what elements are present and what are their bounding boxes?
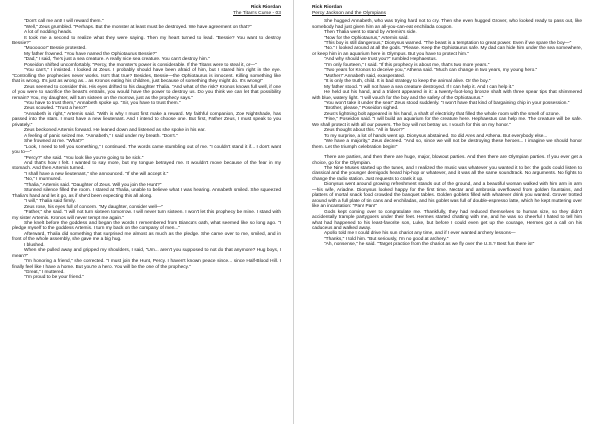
paragraph: I blushed. (24, 242, 45, 248)
paragraph: "Look, I need to tell you something," I continued. The words came stumbling out of me. "I couldn't stand it if... I don't want you to—" (12, 144, 281, 156)
paragraph: "No," I murmured. (24, 177, 62, 183)
paragraph: "Don't call me ant! I will reward them." (24, 19, 104, 25)
paragraph: "Moooooo!" Bessie protested. (24, 46, 87, 52)
paragraph: "Thalia," Artemis said. "Daughter of Zeus. Will you join the Hunt?" (24, 182, 162, 188)
paragraph: To my surprise, a lot of hands went up. Dionysus abstained. So did Ares and Athena. But everybody else... (324, 133, 548, 139)
paragraph: "No." I looked around at all the gods. "Please. Keep the Ophiotaurus safe. My dad can hide him under the sea somewhere, or keep him in an aquarium here in Olympus. But you have to protect him." (312, 46, 582, 57)
paragraph: She frowned at me. "What?" (24, 139, 84, 145)
paragraph: It took me a second to realize what they were saying. Then my heart turned to lead. "Bessie? You want to destroy Bessie?" (12, 35, 281, 46)
left-header-book-title: The Titan's Curse - 03 (233, 10, 281, 16)
paragraph: "I'm honoring a friend," she corrected. "I must join the Hunt, Percy. I haven't known peace since... since Half-Blood Hill. I finally feel like I have a home. But you're a hero. You will be the one of the prophecy." (12, 259, 281, 270)
paragraph: Poseidon shifted uncomfortably. "Percy, the monster's power is considerable. If the Titans were to steal it, or—" (24, 62, 257, 68)
paragraph: "Great," I muttered. (24, 270, 65, 276)
paragraph: "Brother, please," Poseidon sighed. (324, 106, 399, 112)
paragraph: "You can't," I insisted. I looked at Zeus. I probably should have been afraid of him, but I stared him right in the eye. "Controlling the prophecies never works. Isn't that true? Besides, Bessie—the Ophiotaurus is innocent. Killing something like that is wrong. It's just as wrong as... as Kronos eating his children, just because of something they might do. It's wrong!" (12, 68, 281, 85)
paragraph: "I shall have a new lieutenant," she announced. "If she will accept it." (24, 171, 169, 177)
paragraph: Apollo told me I could drive his sun chariot any time, and if I ever wanted archery lessons— (324, 231, 516, 237)
paragraph: She knelt before the goddess and began the words I remembered from Bianca's oath, what seemed like so long ago. "I pledge myself to the goddess Artemis. I turn my back on the company of men..." (12, 220, 281, 232)
paragraph: Afterward, Thalia did something that surprised me almost as much as the pledge. She came over to me, smiled, and in front of the whole assembly, she gave me a big hug. (12, 231, 281, 243)
right-page (300, 0, 594, 424)
paragraph: Zeus beckoned Artemis forward. He leaned down and listened as she spoke in his ear. (24, 128, 206, 134)
paragraph: Zeus's lightning bolt appeared in his hand, a shaft of electricity that filled the whole room with the smell of ozone. (324, 111, 560, 117)
paragraph: "Annabeth is right," Artemis said. "With is why I must first make a reward. My faithful companion, Zoe Nightshade, has passed into the stars. I must have a new lieutenant. And I intend to choose one. But first, Father Zeus, I must speak to you privately." (12, 111, 281, 128)
paragraph: He held out his hand, and a trident appeared in it: a twenty-foot-long bronze shaft with three spear tips that shimmered with blue, watery light. "I will vouch for the boy and the safety of the Ophiotaurus." (312, 90, 582, 101)
paragraph: "You won't take it under the sea!" Zeus stood suddenly. "I won't have that kind of bargaining chip in your possession." (324, 100, 570, 106)
right-page-header (312, 5, 582, 16)
left-header-author: Rick Riordan (250, 5, 281, 10)
paragraph: "Now for the Ophiotaurus," Artemis said. (324, 35, 409, 41)
paragraph: "You have to trust them," Annabeth spoke up. "Sir, you have to trust them." (24, 100, 181, 106)
paragraph: "Mother!" Annabeth said, exasperated. (324, 73, 406, 79)
paragraph: "And why should we trust you?" rumbled Hephaestus. (324, 57, 437, 63)
paragraph: "I will," Thalia said firmly. (24, 199, 76, 205)
left-page (0, 0, 294, 424)
paragraph: Zeus thought about this. "All in favor?" (324, 128, 405, 134)
paragraph: Zeus seemed to consider this. His eyes drifted to his daughter Thalia. "And what of the risk? Kronos knows full well, if one of you were to sacrifice the beast's entrails, you would have the power to destroy us. Do you think we can let that possibility remain? You, my daughter, will turn sixteen on the morrow, just as the prophecy says." (12, 84, 281, 101)
right-header-book-title: Percy Jackson and the Olympians (312, 10, 386, 16)
paragraph: And that's how I felt. I wanted to say more, but my tongue betrayed me. It wouldn't move because of the fear in my stomach. And then Artemis turned. (12, 160, 281, 172)
paragraph: A feeling of panic seized me. "Annabeth," I said under my breath. "Don't." (24, 133, 178, 139)
paragraph: My father frowned. "You have named the Ophiotaurus Bessie?" (24, 51, 157, 57)
paragraph: A lot of nodding heads. (24, 30, 73, 36)
paragraph: "Ah, nonsense," he said. "Target practice from the chariot as we fly over the U.S.? Best fun there is!" (324, 242, 535, 248)
paragraph: Dionysus went around growing refreshment stands out of the ground, and a beautiful woman walked with him arm in arm—his wife, Ariadne. Dionysus looked happy for the first time. Nectar and ambrosia overflowed from golden fountains, and platters of mortal snack food crowded the banquet tables. Golden goblets filled with whatever drink you wanted. Grover trotted around with a full plate of tin cans and enchiladas, and his goblet was full of double-espresso latte, which he kept muttering over like an incantation: "Pan! Pan!" (312, 182, 582, 210)
paragraph: "I'm only fourteen," I said. "If this prophecy is about me, that's two more years." (324, 62, 490, 68)
left-page-body (12, 19, 281, 281)
paragraph: There are parties, and then there are huge, major, blowout parties. And then there are Olympian parties. If you ever get a choice, go for the Olympian. (312, 155, 582, 166)
paragraph: "Father," she said. "I will not turn sixteen tomorrow. I will never turn sixteen. I won't let this prophecy be mine. I stand with my sister Artemis. Kronos will never tempt me again." (12, 210, 281, 221)
paragraph: "Fine," Poseidon said. "I will build an aquarium for the creature here. Hephaestus can help me. The creature will be safe. We shall protect it with all our powers. The boy will not betray us. I vouch for this on my honor." (312, 117, 582, 128)
paragraph: "Well," Zeus grumbled. "Perhaps. But the monster at least must be destroyed. We have agreement on that?" (24, 24, 252, 30)
paragraph: Stunned silence filled the room. I stared at Thalia, unable to believe what I was hearing. Annabeth smiled. She squeezed Thalia's hand and let it go, as if she'd been expecting this all along. (12, 188, 281, 199)
right-page-body (312, 19, 582, 248)
paragraph: "This boy is still dangerous," Dionysus warned. "The beast is a temptation to great power. Even if we spare the boy—" (324, 41, 572, 46)
paragraph: Zeus rose, his eyes full of concern. "My daughter, consider well—" (24, 204, 164, 210)
paragraph: "Thanks," I told him. "But seriously, I'm no good at archery." (324, 236, 449, 242)
paragraph: Then Thalia went to stand by Artemis's side. (324, 30, 417, 36)
paragraph: She hugged Annabeth, who was trying hard not to cry. Then she even hugged Grover, who looked ready to pass out, like somebody had just given him an all-you-can-eat enchilada coupon. (312, 19, 582, 30)
paragraph: My father stood. "I will not have a sea creature destroyed. If I can help it. And I can help it." (324, 84, 515, 90)
right-header-author: Rick Riordan (312, 5, 343, 10)
paragraph: When she pulled away and gripped my shoulders, I said, "Um... aren't you supposed to not do that anymore? Hug boys, I mean?" (12, 248, 281, 259)
paragraph: "Dad," I said, "he's just a sea creature. A really nice sea creature. You can't destroy him." (24, 57, 210, 63)
paragraph: The Nine Muses started up the tunes, and I realized the music was whatever you wanted it to be: the gods could listen to classical and the younger demigods heard hip-hop or whatever, and it was all the same soundtrack. No arguments. No fights to change the radio station. Just requests to crank it up. (312, 165, 582, 182)
paragraph: "Two years for Kronos to deceive you," Athena said. "Much can change in two years, my young hero." (324, 68, 538, 74)
paragraph: "I'm proud to be your friend." (24, 275, 84, 281)
left-page-header (12, 5, 281, 16)
paragraph: Gods kept coming over to congratulate me. Thankfully, they had reduced themselves to human size, so they didn't accidentally trample partygoers under their feet. Hermes started chatting with me, and he was so cheerful I hated to tell him what had happened to his least-favorite son, Luke, but before I could even get up the courage, Hermes got a call on his caduceus and walked away. (312, 209, 582, 231)
paragraph: Zeus scowled. "Trust a hero?" (24, 106, 88, 112)
paragraph: "It is only the truth, child. It is bad strategy to keep the animal alive. Or the boy." (324, 79, 491, 85)
paragraph: "We have a majority," Zeus decreed. "And so, since we will not be destroying these heroes... I imagine we should honor them. Let the triumph celebration begin!" (312, 139, 582, 150)
paragraph: "Percy?" she said. "You look like you're going to be sick." (24, 155, 144, 161)
